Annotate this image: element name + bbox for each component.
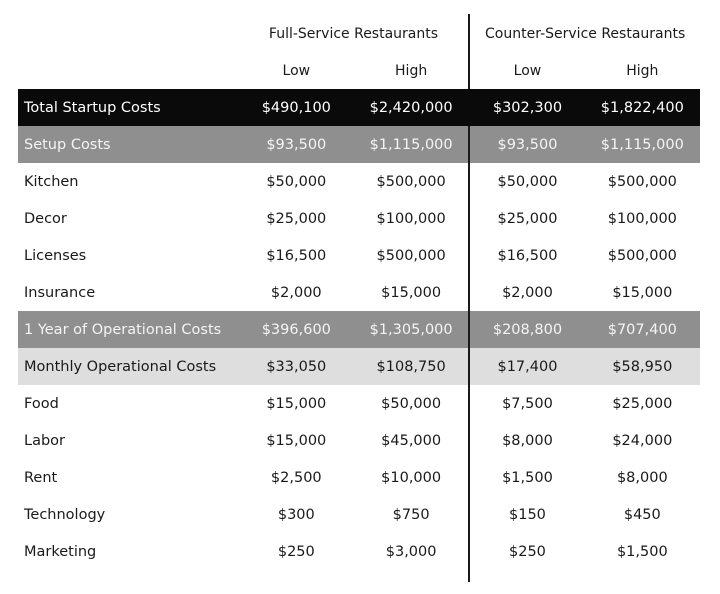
counter-service-high-cell: $1,500	[616, 543, 668, 560]
table-body	[18, 14, 700, 582]
counter-service-low-cell: $208,800	[469, 311, 584, 348]
full-service-high-cell: $50,000	[354, 385, 469, 422]
spacer-cell	[469, 570, 584, 582]
column-subheader-row	[18, 53, 700, 89]
full-service-high-header: High	[354, 53, 469, 89]
header-empty-cell	[18, 14, 239, 53]
counter-service-low-cell: $17,400	[469, 348, 584, 385]
row-label: Total Startup Costs	[18, 89, 239, 126]
full-service-low-cell: $300	[277, 506, 315, 523]
counter-service-low-cell: $93,500	[469, 126, 584, 163]
counter-service-high-cell: $25,000	[612, 395, 673, 412]
counter-service-high-cell: $1,115,000	[585, 126, 700, 163]
table-row	[18, 533, 700, 570]
counter-service-high-header: High	[626, 63, 659, 79]
counter-service-low-cell: $1,500	[502, 469, 553, 486]
table-row	[18, 422, 700, 459]
row-label: Labor	[24, 432, 66, 449]
full-service-high-cell: $108,750	[354, 348, 469, 385]
row-label: Technology	[24, 506, 106, 523]
full-service-high-cell: $100,000	[354, 200, 469, 237]
restaurant-costs-table	[18, 14, 700, 582]
table-row	[18, 496, 700, 533]
counter-service-group-header: Counter-Service Restaurants	[485, 25, 686, 42]
counter-service-high-cell: $15,000	[612, 284, 673, 301]
full-service-high-cell: $45,000	[354, 422, 469, 459]
counter-service-low-header: Low	[513, 63, 542, 79]
table-row	[18, 274, 700, 311]
row-label: Decor	[24, 210, 67, 227]
full-service-low-cell: $15,000	[266, 395, 327, 412]
counter-service-low-cell: $50,000	[497, 173, 558, 190]
row-label: Food	[24, 395, 59, 412]
full-service-low-cell: $33,050	[239, 348, 354, 385]
counter-service-low-cell: $8,000	[502, 432, 553, 449]
spacer-cell	[239, 570, 354, 582]
table-row	[18, 163, 700, 200]
full-service-high-cell: $1,305,000	[354, 311, 469, 348]
row-label: Marketing	[24, 543, 97, 560]
full-service-group-header: Full-Service Restaurants	[239, 14, 470, 53]
full-service-low-cell: $250	[277, 543, 315, 560]
full-service-high-cell: $750	[354, 496, 469, 533]
full-service-low-header: Low	[282, 63, 311, 79]
table-row	[18, 237, 700, 274]
counter-service-high-cell: $100,000	[607, 210, 677, 227]
full-service-high-cell: $15,000	[354, 274, 469, 311]
counter-service-high-cell: $24,000	[612, 432, 673, 449]
spacer-cell	[585, 570, 700, 582]
counter-service-high-cell: $707,400	[585, 311, 700, 348]
full-service-low-cell: $25,000	[266, 210, 327, 227]
table-row	[18, 385, 700, 422]
counter-service-low-cell: $25,000	[497, 210, 558, 227]
table-row	[18, 89, 700, 126]
counter-service-low-cell: $302,300	[469, 89, 584, 126]
column-group-header-row	[18, 14, 700, 53]
row-label: 1 Year of Operational Costs	[18, 311, 239, 348]
spacer-cell	[354, 570, 469, 582]
counter-service-high-cell: $500,000	[607, 173, 677, 190]
table-row	[18, 348, 700, 385]
counter-service-low-cell: $2,000	[502, 284, 553, 301]
restaurant-costs-table-container	[18, 14, 700, 582]
full-service-low-cell: $490,100	[239, 89, 354, 126]
full-service-high-cell: $1,115,000	[354, 126, 469, 163]
full-service-low-cell: $93,500	[239, 126, 354, 163]
counter-service-low-cell: $16,500	[497, 247, 558, 264]
table-row	[18, 459, 700, 496]
full-service-low-cell: $396,600	[239, 311, 354, 348]
spacer-cell	[18, 570, 239, 582]
full-service-high-cell: $10,000	[354, 459, 469, 496]
table-row	[18, 311, 700, 348]
full-service-low-cell: $15,000	[266, 432, 327, 449]
counter-service-high-cell: $450	[623, 506, 661, 523]
full-service-low-cell: $16,500	[266, 247, 327, 264]
counter-service-high-cell: $8,000	[616, 469, 668, 486]
row-label: Insurance	[24, 284, 96, 301]
counter-service-low-cell: $250	[509, 543, 546, 560]
full-service-low-cell: $2,000	[270, 284, 322, 301]
counter-service-high-cell: $58,950	[585, 348, 700, 385]
table-bottom-spacer	[18, 570, 700, 582]
counter-service-high-cell: $1,822,400	[585, 89, 700, 126]
row-label: Kitchen	[24, 173, 79, 190]
row-label: Licenses	[24, 247, 87, 264]
full-service-low-cell: $2,500	[270, 469, 322, 486]
full-service-high-cell: $3,000	[354, 533, 469, 570]
full-service-high-cell: $2,420,000	[354, 89, 469, 126]
table-row	[18, 200, 700, 237]
full-service-high-cell: $500,000	[354, 163, 469, 200]
row-label: Setup Costs	[18, 126, 239, 163]
full-service-low-cell: $50,000	[266, 173, 327, 190]
subheader-empty-cell	[18, 53, 239, 89]
full-service-high-cell: $500,000	[354, 237, 469, 274]
row-label: Rent	[24, 469, 58, 486]
counter-service-low-cell: $7,500	[502, 395, 553, 412]
counter-service-high-cell: $500,000	[607, 247, 677, 264]
counter-service-low-cell: $150	[509, 506, 546, 523]
table-row	[18, 126, 700, 163]
row-label: Monthly Operational Costs	[18, 348, 239, 385]
